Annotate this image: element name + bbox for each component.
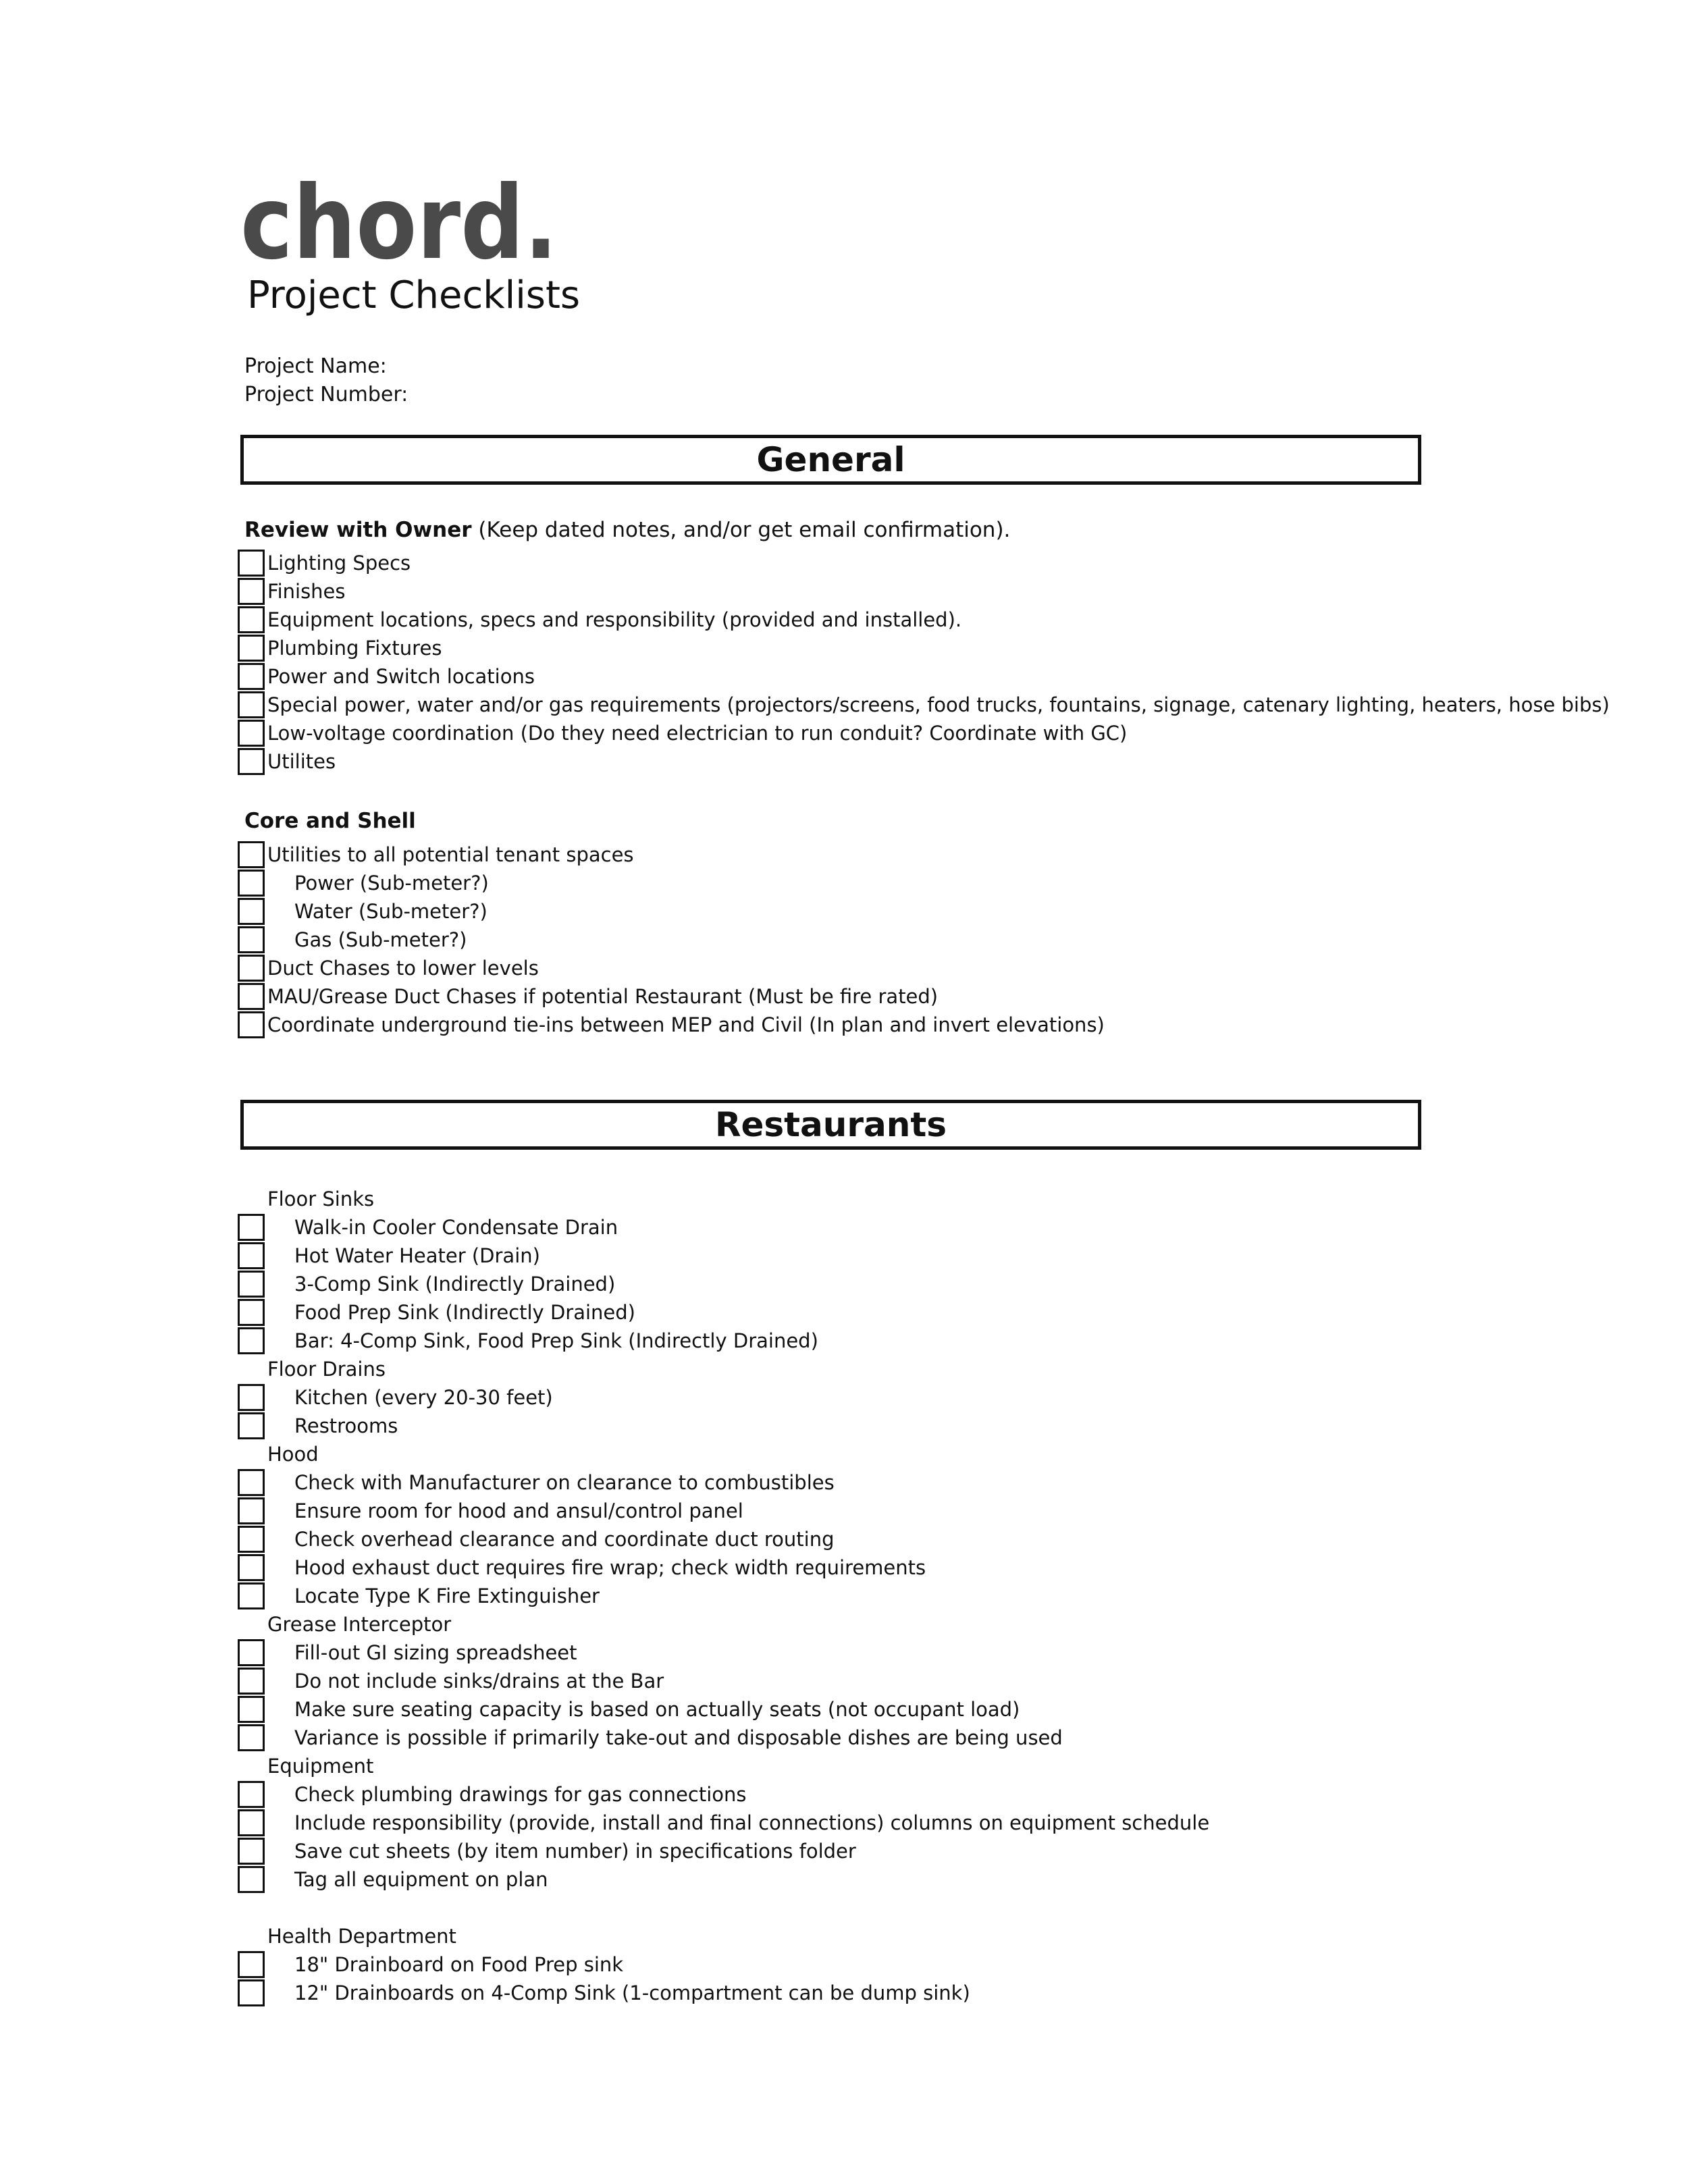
- checklist-item[interactable]: [238, 606, 961, 634]
- item-label: 12" Drainboards on 4-Comp Sink (1-compartment can be dump sink): [294, 1981, 970, 2004]
- checkbox[interactable]: [238, 606, 265, 633]
- checkbox[interactable]: [238, 983, 265, 1010]
- checkbox[interactable]: [238, 578, 265, 605]
- review-with-owner-note: (Keep dated notes, and/or get email confirmation).: [471, 518, 1011, 542]
- checkbox[interactable]: [238, 1639, 265, 1666]
- checkbox[interactable]: [238, 720, 265, 747]
- checkbox[interactable]: [238, 1011, 265, 1038]
- item-label: Do not include sinks/drains at the Bar: [294, 1669, 664, 1693]
- checklist-item[interactable]: [238, 841, 634, 869]
- item-label: Equipment locations, specs and responsibility (provided and installed).: [267, 608, 962, 631]
- checkbox[interactable]: [238, 1271, 265, 1298]
- project-number-label: Project Number:: [244, 383, 408, 406]
- checklist-item[interactable]: [238, 1979, 970, 2007]
- checklist-item[interactable]: [238, 1780, 746, 1809]
- checkbox[interactable]: [238, 663, 265, 690]
- checklist-item[interactable]: [238, 1383, 553, 1412]
- item-label: Equipment: [267, 1754, 374, 1778]
- checklist-item[interactable]: [238, 1497, 743, 1525]
- checklist-item[interactable]: [238, 1724, 1063, 1752]
- item-label: 18" Drainboard on Food Prep sink: [294, 1952, 624, 1976]
- item-label: Finishes: [267, 579, 346, 603]
- item-label: Check with Manufacturer on clearance to combustibles: [294, 1470, 835, 1494]
- checklist-item[interactable]: [238, 1809, 1209, 1837]
- checkbox[interactable]: [238, 1979, 265, 2006]
- item-label: 3-Comp Sink (Indirectly Drained): [294, 1272, 616, 1296]
- checklist-item[interactable]: [238, 577, 346, 606]
- item-label: Hot Water Heater (Drain): [294, 1244, 540, 1267]
- item-label: Kitchen (every 20-30 feet): [294, 1385, 553, 1409]
- category-label: [238, 1355, 386, 1383]
- svg-text:chord.: chord.: [240, 165, 558, 282]
- item-label: Check overhead clearance and coordinate duct routing: [294, 1527, 835, 1551]
- checklist-item[interactable]: [238, 1242, 540, 1270]
- checkbox[interactable]: [238, 1838, 265, 1865]
- section-header-general: General: [240, 435, 1421, 485]
- checklist-item[interactable]: [238, 1582, 600, 1610]
- item-label: Food Prep Sink (Indirectly Drained): [294, 1300, 635, 1324]
- item-label: Power (Sub-meter?): [294, 871, 489, 895]
- checklist-item[interactable]: [238, 1011, 1105, 1039]
- item-label: Floor Drains: [267, 1357, 386, 1381]
- checkbox[interactable]: [238, 1469, 265, 1496]
- item-label: Lighting Specs: [267, 551, 411, 575]
- item-label: Walk-in Cooler Condensate Drain: [294, 1215, 618, 1239]
- checklist-item[interactable]: [238, 1412, 398, 1440]
- checkbox[interactable]: [238, 1724, 265, 1751]
- checklist-item[interactable]: [238, 869, 489, 897]
- checkbox[interactable]: [238, 926, 265, 953]
- checkbox[interactable]: [238, 748, 265, 775]
- item-label: Water (Sub-meter?): [294, 899, 487, 923]
- checklist-item[interactable]: [238, 1327, 818, 1355]
- section-header-restaurants: Restaurants: [240, 1100, 1421, 1150]
- item-label: Hood: [267, 1442, 319, 1466]
- checkbox[interactable]: [238, 691, 265, 718]
- checkbox[interactable]: [238, 1951, 265, 1978]
- checkbox[interactable]: [238, 955, 265, 982]
- item-label: Locate Type K Fire Extinguisher: [294, 1584, 600, 1607]
- checkbox[interactable]: [238, 1497, 265, 1524]
- checklist-item[interactable]: [238, 1837, 856, 1865]
- item-label: Utilities to all potential tenant spaces: [267, 843, 634, 866]
- checkbox[interactable]: [238, 1809, 265, 1836]
- item-label: Utilites: [267, 749, 336, 773]
- item-label: MAU/Grease Duct Chases if potential Restaurant (Must be fire rated): [267, 984, 939, 1008]
- checkbox[interactable]: [238, 1327, 265, 1354]
- category-label: [238, 1752, 373, 1780]
- checkbox[interactable]: [238, 1412, 265, 1439]
- checkbox[interactable]: [238, 1582, 265, 1609]
- item-label: Ensure room for hood and ansul/control panel: [294, 1499, 743, 1522]
- checklist-item[interactable]: [238, 1213, 618, 1242]
- item-label: Check plumbing drawings for gas connections: [294, 1782, 747, 1806]
- item-label: Save cut sheets (by item number) in specifications folder: [294, 1839, 856, 1863]
- checkbox[interactable]: [238, 841, 265, 868]
- category-label: [238, 1440, 319, 1468]
- item-label: Low-voltage coordination (Do they need electrician to run conduit? Coordinate with GC): [267, 721, 1128, 745]
- category-label: [238, 1610, 451, 1639]
- checklist-item[interactable]: [238, 747, 336, 776]
- checkbox[interactable]: [238, 1299, 265, 1326]
- checklist-item[interactable]: [238, 926, 467, 954]
- checklist-item[interactable]: [238, 691, 1610, 719]
- core-and-shell-heading: [244, 811, 416, 832]
- checklist-item[interactable]: [238, 549, 411, 577]
- item-label: Include responsibility (provide, install and final connections) columns on equipment schedule: [294, 1811, 1210, 1834]
- item-label: Special power, water and/or gas requirements (projectors/screens, food trucks, fountains, signage, catenary lighting, heaters, hose bibs): [267, 693, 1610, 716]
- item-label: Power and Switch locations: [267, 664, 535, 688]
- checklist-item[interactable]: [238, 1553, 926, 1582]
- checkbox[interactable]: [238, 870, 265, 897]
- checklist-item[interactable]: [238, 1298, 635, 1327]
- checklist-item[interactable]: [238, 1270, 615, 1298]
- page-title: Project Checklists: [247, 273, 581, 317]
- core-and-shell-bold: Core and Shell: [244, 809, 416, 833]
- item-label: Restrooms: [294, 1414, 398, 1437]
- checklist-item[interactable]: [238, 1468, 835, 1497]
- checklist-item[interactable]: [238, 719, 1127, 747]
- item-label: Make sure seating capacity is based on actually seats (not occupant load): [294, 1697, 1020, 1721]
- checkbox[interactable]: [238, 1242, 265, 1269]
- category-label: [238, 1922, 456, 1950]
- item-label: Plumbing Fixtures: [267, 636, 442, 660]
- checkbox[interactable]: [238, 1866, 265, 1893]
- checklist-item[interactable]: [238, 1639, 577, 1667]
- project-name-label: Project Name:: [244, 354, 387, 378]
- checklist-item[interactable]: [238, 982, 938, 1011]
- checkbox[interactable]: [238, 898, 265, 925]
- checkbox[interactable]: [238, 550, 265, 577]
- checkbox[interactable]: [238, 1554, 265, 1581]
- checklist-item[interactable]: [238, 634, 442, 662]
- review-with-owner-heading: [244, 520, 1010, 541]
- checkbox[interactable]: [238, 1781, 265, 1808]
- checkbox[interactable]: [238, 1214, 265, 1241]
- checklist-item[interactable]: [238, 662, 535, 691]
- checkbox[interactable]: [238, 1668, 265, 1695]
- item-label: Gas (Sub-meter?): [294, 928, 467, 951]
- checkbox[interactable]: [238, 635, 265, 662]
- item-label: Coordinate underground tie-ins between MEP and Civil (In plan and invert elevations): [267, 1013, 1105, 1036]
- item-label: Duct Chases to lower levels: [267, 956, 539, 980]
- item-label: Health Department: [267, 1924, 456, 1948]
- checkbox[interactable]: [238, 1384, 265, 1411]
- checklist-item[interactable]: [238, 1950, 623, 1979]
- checklist-item[interactable]: [238, 1525, 835, 1553]
- item-label: Floor Sinks: [267, 1187, 375, 1210]
- checkbox[interactable]: [238, 1526, 265, 1553]
- checkbox[interactable]: [238, 1696, 265, 1723]
- item-label: Grease Interceptor: [267, 1612, 452, 1636]
- chord-logo: [240, 165, 564, 282]
- review-with-owner-bold: Review with Owner: [244, 518, 472, 542]
- item-label: Fill-out GI sizing spreadsheet: [294, 1641, 577, 1664]
- item-label: Bar: 4-Comp Sink, Food Prep Sink (Indirectly Drained): [294, 1329, 818, 1352]
- checklist-item[interactable]: [238, 897, 487, 926]
- item-label: Tag all equipment on plan: [294, 1867, 548, 1891]
- checklist-item[interactable]: [238, 1667, 664, 1695]
- checklist-item[interactable]: [238, 954, 539, 982]
- category-label: [238, 1185, 374, 1213]
- checklist-item[interactable]: [238, 1695, 1020, 1724]
- checklist-item[interactable]: [238, 1865, 548, 1894]
- item-label: Hood exhaust duct requires fire wrap; check width requirements: [294, 1555, 926, 1579]
- item-label: Variance is possible if primarily take-out and disposable dishes are being used: [294, 1726, 1063, 1749]
